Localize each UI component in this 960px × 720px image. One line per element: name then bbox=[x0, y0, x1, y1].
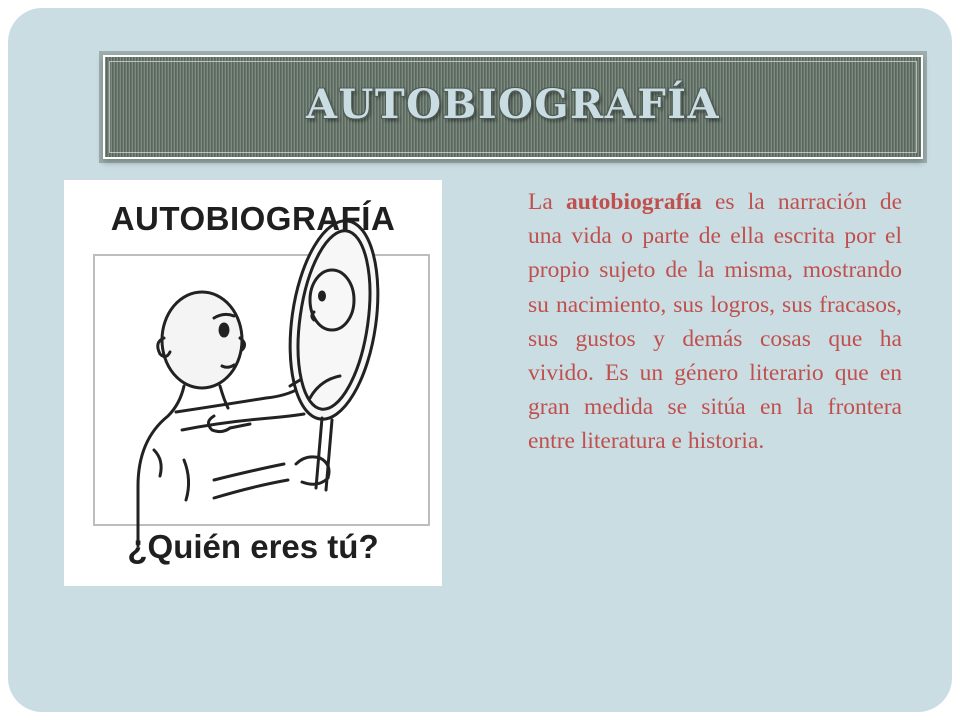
illustration-heading: AUTOBIOGRAFÍA bbox=[110, 200, 396, 237]
mirror bbox=[278, 215, 389, 490]
mirror-drawing bbox=[64, 180, 442, 586]
definition-paragraph bbox=[528, 185, 902, 459]
autobiography-illustration bbox=[64, 180, 442, 586]
person-figure bbox=[138, 292, 304, 546]
title-banner bbox=[103, 55, 923, 159]
slide-title: AUTOBIOGRAFÍA bbox=[306, 81, 720, 128]
paragraph-lead: La bbox=[528, 189, 553, 215]
paragraph-body: es la narración de una vida o parte de ella escrita por el propio sujeto de la misma, mostrando su nacimiento, sus logros, sus fracasos, sus gustos y demás cosas que ha vivido. Es un género literario que en gran medida se sitúa en la frontera entre literatura e historia. bbox=[528, 189, 903, 455]
paragraph-highlight: autobiografía bbox=[566, 189, 702, 215]
illustration-question: ¿Quién eres tú? bbox=[127, 528, 379, 565]
slide-background bbox=[8, 8, 952, 712]
